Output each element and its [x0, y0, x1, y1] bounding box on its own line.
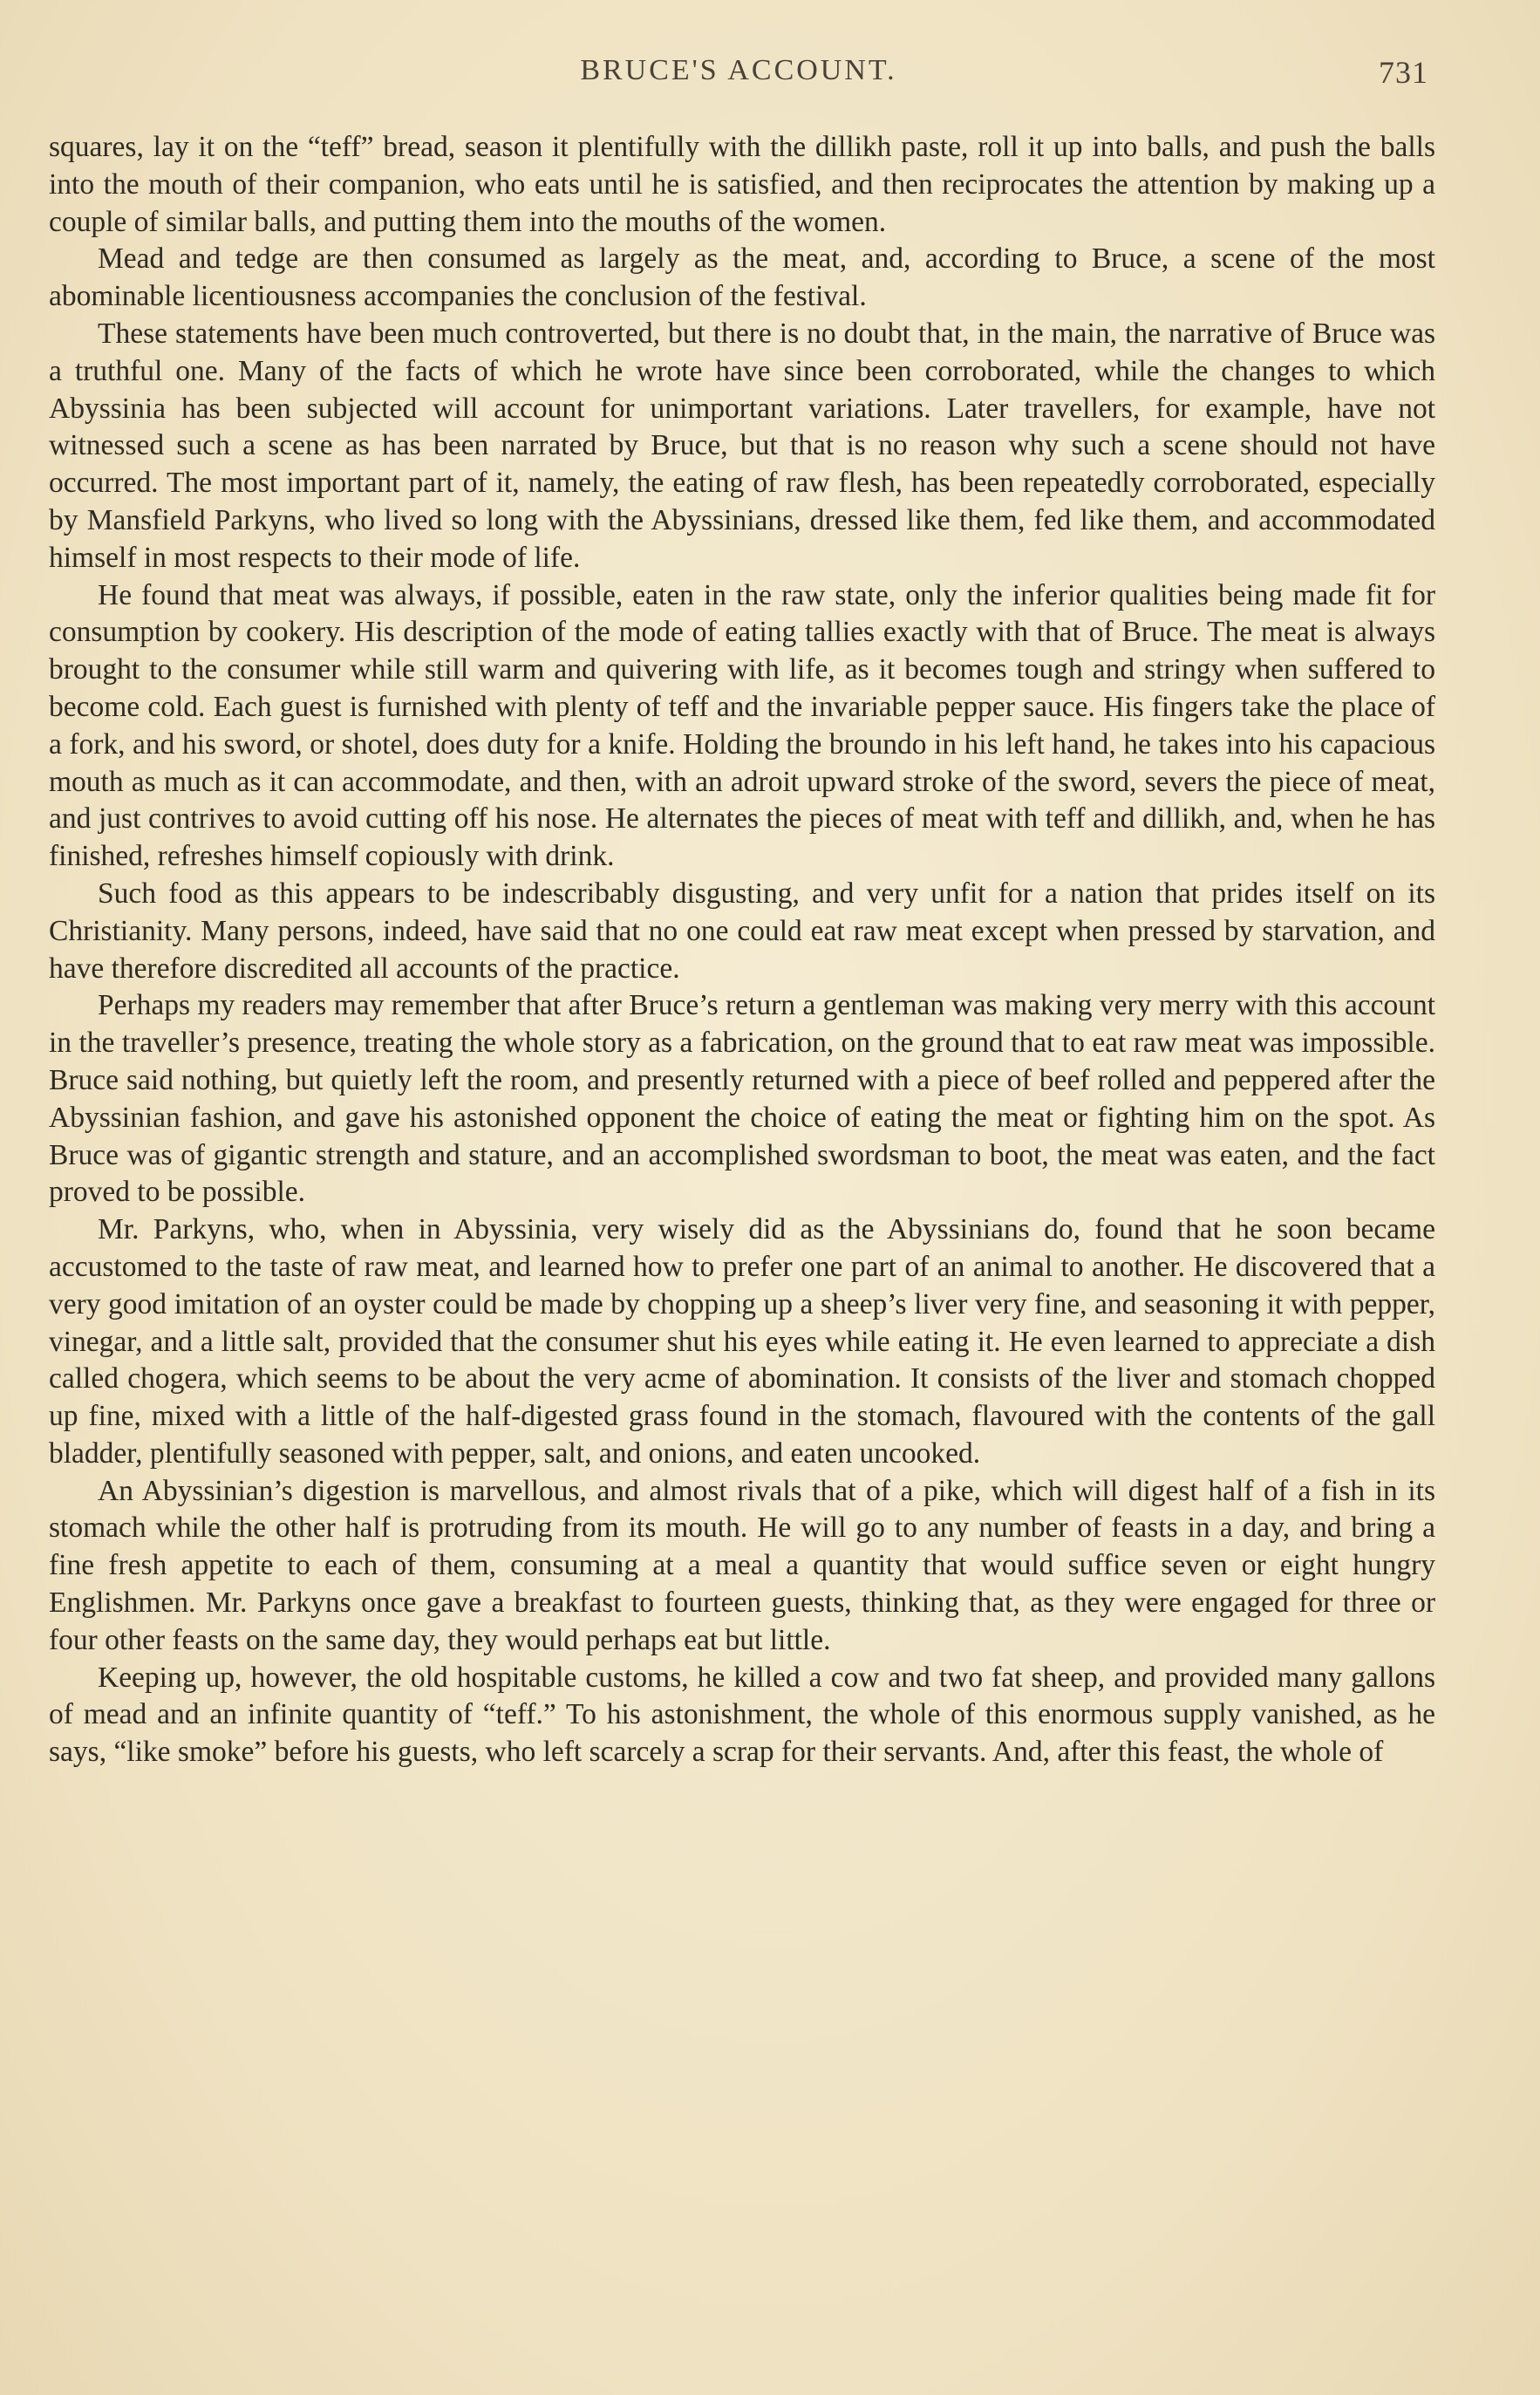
paragraph-continuation: squares, lay it on the “teff” bread, season it plentifully with the dillikh paste, roll it up into balls, and push the balls into the mouth of their companion, who eats until he is satisfied, and then reciprocates the attention by making up a couple of similar balls, and putting them into the mouths of the women. [49, 131, 1435, 238]
paragraph: These statements have been much controverted, but there is no doubt that, in the main, the narrative of Bruce was a truthful one. Many of the facts of which he wrote have since been corroborated, while the changes to which Abyssinia has been subjected will account for unimportant variations. Later travellers, for example, have not witnessed such a scene as has been narrated by Bruce, but that is no reason why such a scene should not have occurred. The most important part of it, namely, the eating of raw flesh, has been repeatedly corroborated, especially by Mansfield Parkyns, who lived so long with the Abyssinians, dressed like them, fed like them, and accommodated himself in most respects to their mode of life. [49, 317, 1435, 574]
paragraph: Keeping up, however, the old hospitable customs, he killed a cow and two fat sheep, and provided many gallons of mead and an infinite quantity of “teff.” To his astonishment, the whole of this enormous supply vanished, as he says, “like smoke” before his guests, who left scarcely a scrap for their servants. And, after this feast, the whole of [49, 1661, 1435, 1769]
paragraph: An Abyssinian’s digestion is marvellous, and almost rivals that of a pike, which will digest half of a fish in its stomach while the other half is protruding from its mouth. He will go to any number of feasts in a day, and bring a fine fresh appetite to each of them, consuming at a meal a quantity that would suffice seven or eight hungry Englishmen. Mr. Parkyns once gave a breakfast to fourteen guests, thinking that, as they were engaged for three or four other feasts on the same day, they would perhaps eat but little. [49, 1474, 1435, 1656]
page-number: 731 [1379, 55, 1428, 90]
running-head: BRUCE'S ACCOUNT. [580, 54, 897, 86]
paragraph: He found that meat was always, if possible, eaten in the raw state, only the inferior qualities being made fit for consumption by cookery. His description of the mode of eating tallies exactly with that of Bruce. The meat is always brought to the consumer while still warm and quivering with life, as it becomes tough and stringy when suffered to become cold. Each guest is furnished with plenty of teff and the invariable pepper sauce. His fingers take the place of a fork, and his sword, or shotel, does duty for a knife. Holding the broundo in his left hand, he takes into his capacious mouth as much as it can accommodate, and then, with an adroit upward stroke of the sword, severs the piece of meat, and just contrives to avoid cutting off his nose. He alternates the pieces of meat with teff and dillikh, and, when he has finished, refreshes himself copiously with drink. [49, 578, 1435, 873]
paragraph: Mr. Parkyns, who, when in Abyssinia, very wisely did as the Abyssinians do, found that he soon became accustomed to the taste of raw meat, and learned how to prefer one part of an animal to another. He discovered that a very good imitation of an oyster could be made by chopping up a sheep’s liver very fine, and seasoning it with pepper, vinegar, and a little salt, provided that the consumer shut his eyes while eating it. He even learned to appreciate a dish called chogera, which seems to be about the very acme of abomination. It consists of the liver and stomach chopped up fine, mixed with a little of the half-digested grass found in the stomach, flavoured with the contents of the gall bladder, plentifully seasoned with pepper, salt, and onions, and eaten uncooked. [49, 1213, 1435, 1470]
paragraph: Perhaps my readers may remember that after Bruce’s return a gentleman was making very merry with this account in the traveller’s presence, treating the whole story as a fabrication, on the ground that to eat raw meat was impossible. Bruce said nothing, but quietly left the room, and presently returned with a piece of beef rolled and peppered after the Abyssinian fashion, and gave his astonished opponent the choice of eating the meat or fighting him on the spot. As Bruce was of gigantic strength and stature, and an accomplished swordsman to boot, the meat was eaten, and the fact proved to be possible. [49, 989, 1435, 1209]
body-text [49, 129, 1435, 1771]
paragraph: Such food as this appears to be indescribably disgusting, and very unfit for a nation that prides itself on its Christianity. Many persons, indeed, have said that no one could eat raw meat except when pressed by starvation, and have therefore discredited all accounts of the practice. [49, 877, 1435, 985]
paragraph: Mead and tedge are then consumed as largely as the meat, and, according to Bruce, a scene of the most abominable licentiousness accompanies the conclusion of the festival. [49, 242, 1435, 313]
page-header [49, 54, 1428, 99]
